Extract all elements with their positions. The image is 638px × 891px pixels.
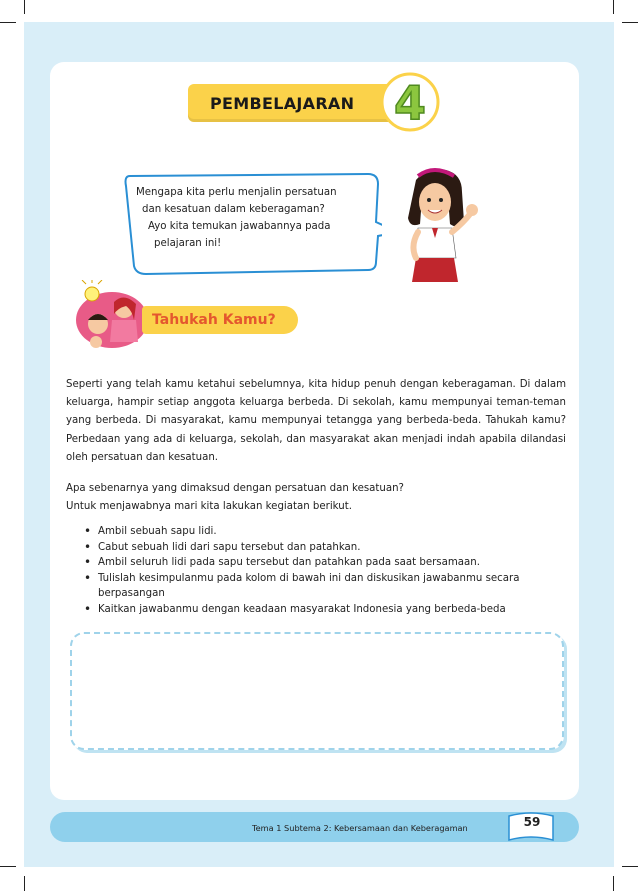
question-text: Apa sebenarnya yang dimaksud dengan persatuan dan kesatuan?: [66, 483, 404, 494]
tahukah-banner: [142, 306, 298, 334]
list-item: • Tulislah kesimpulanmu pada kolom di bawah ini dan diskusikan jawabanmu secara berpasangan: [84, 571, 564, 602]
girl-illustration: [388, 158, 488, 286]
bubble-line: dan kesatuan dalam keberagaman?: [142, 204, 325, 215]
list-item: • Ambil seluruh lidi pada sapu tersebut dan patahkan pada saat bersamaan.: [84, 555, 564, 571]
intro-paragraph: Seperti yang telah kamu ketahui sebelumnya, kita hidup penuh dengan keberagaman. Di dalam keluarga, hampir setiap anggota keluarga berbeda. Di sekolah, kamu mempunyai teman-teman yang berbeda. Di masyarakat, kamu mempunyai tetangga yang berbeda-beda. Tahukah kamu? Perbedaan yang ada di keluarga, sekolah, dan masyarakat akan menjadi indah apabila dilandasi oleh persatuan dan kesatuan.: [66, 379, 566, 463]
activity-steps: [84, 524, 564, 618]
footer-theme-text: Tema 1 Subtema 2: Kebersamaan dan Keberagaman: [252, 823, 468, 833]
crop-mark: [613, 876, 614, 891]
bubble-line: Mengapa kita perlu menjalin persatuan: [136, 187, 337, 198]
list-item: • Ambil sebuah sapu lidi.: [84, 524, 564, 540]
list-item: • Kaitkan jawabanmu dengan keadaan masyarakat Indonesia yang berbeda-beda: [84, 602, 564, 618]
list-item: • Cabut sebuah lidi dari sapu tersebut dan patahkan.: [84, 540, 564, 556]
bubble-line: pelajaran ini!: [154, 238, 222, 249]
bubble-line: Ayo kita temukan jawabannya pada: [148, 221, 331, 232]
lesson-number-badge: [380, 72, 440, 132]
tahukah-label: Tahukah Kamu?: [152, 312, 276, 328]
lesson-number: 4: [393, 76, 427, 130]
crop-mark: [24, 0, 25, 14]
crop-mark: [622, 866, 638, 867]
lesson-title: PEMBELAJARAN: [210, 93, 355, 113]
speech-bubble-text: [136, 184, 376, 252]
instruction-text: Untuk menjawabnya mari kita lakukan kegiatan berikut.: [66, 501, 352, 513]
lesson-title-banner: [188, 84, 412, 122]
crop-mark: [613, 0, 614, 14]
page-number: 59: [523, 815, 541, 829]
crop-mark: [24, 876, 25, 891]
answer-box[interactable]: [70, 632, 564, 750]
crop-mark: [0, 866, 16, 867]
crop-mark: [0, 22, 16, 23]
question-block: [66, 480, 566, 516]
crop-mark: [622, 22, 638, 23]
